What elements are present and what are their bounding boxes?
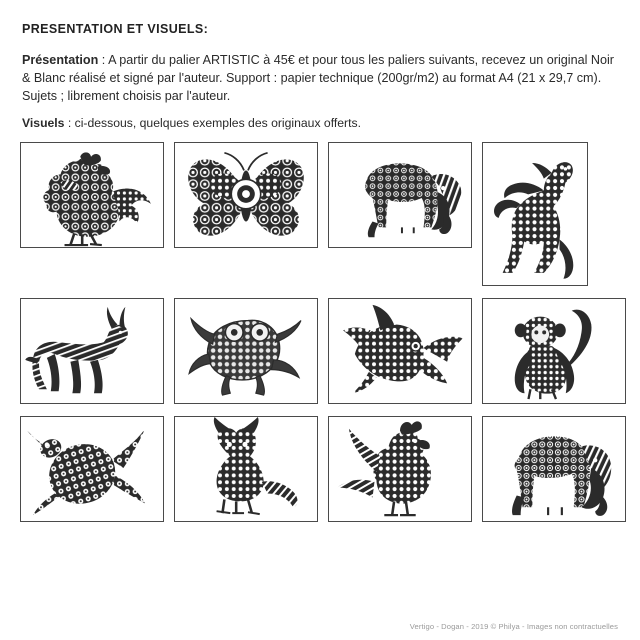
page-title: PRESENTATION ET VISUELS: bbox=[22, 22, 209, 36]
rearing-horse-illustration[interactable] bbox=[482, 142, 588, 286]
gallery-row bbox=[20, 298, 620, 404]
frog-illustration[interactable] bbox=[174, 298, 318, 404]
sea-turtle-illustration[interactable] bbox=[20, 416, 164, 522]
monkey-illustration[interactable] bbox=[482, 298, 626, 404]
visuals-paragraph bbox=[22, 116, 618, 130]
presentation-text: : A partir du palier ARTISTIC à 45€ et pour tous les paliers suivants, recevez un original Noir & Blanc réalisé et signé par l'auteur. Support : papier technique (200gr/m2) au format A4 (21 x 29,7 cm). Sujets ; librement choisis par l'auteur. bbox=[22, 53, 614, 103]
rooster-two-illustration[interactable] bbox=[328, 416, 472, 522]
presentation-paragraph bbox=[22, 52, 618, 106]
gallery-row bbox=[20, 416, 620, 522]
elephant-illustration[interactable] bbox=[328, 142, 472, 248]
visuals-text: : ci-dessous, quelques exemples des originaux offerts. bbox=[64, 115, 361, 130]
elephant-two-illustration[interactable] bbox=[482, 416, 626, 522]
fox-illustration[interactable] bbox=[174, 416, 318, 522]
illustration-gallery bbox=[20, 142, 620, 522]
fish-illustration[interactable] bbox=[328, 298, 472, 404]
visuals-label: Visuels bbox=[22, 115, 65, 130]
butterfly-illustration[interactable] bbox=[174, 142, 318, 248]
presentation-label: Présentation bbox=[22, 53, 99, 67]
gallery-row bbox=[20, 142, 620, 286]
rooster-illustration[interactable] bbox=[20, 142, 164, 248]
antelope-illustration[interactable] bbox=[20, 298, 164, 404]
footer-credit: Vertigo - Dogan - 2019 © Philya - Images non contractuelles bbox=[409, 622, 618, 631]
